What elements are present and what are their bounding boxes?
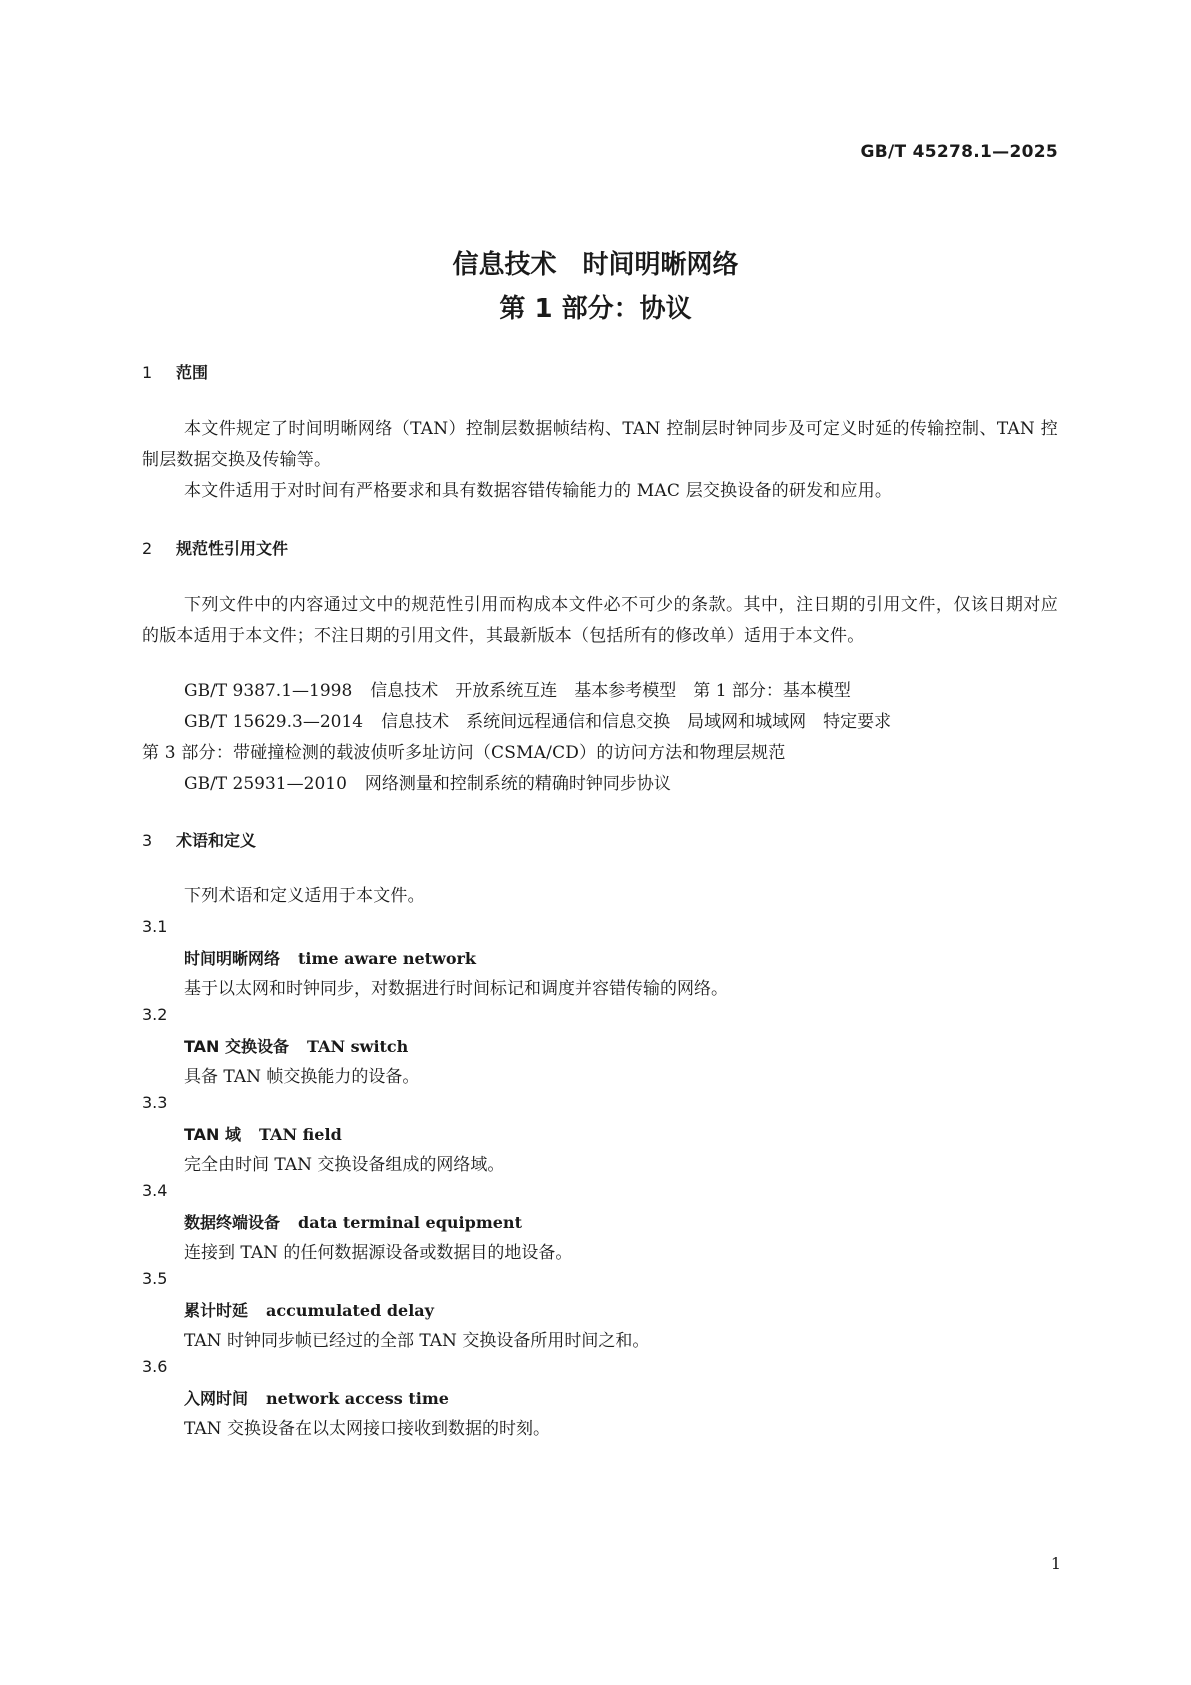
term-definition: 完全由时间 TAN 交换设备组成的网络域。 [184,1155,505,1175]
scope-paragraph-1: 本文件规定了时间明晰网络（TAN）控制层数据帧结构、TAN 控制层时钟同步及可定义时延的传输控制、TAN 控制层数据交换及传输等。 [142,419,1058,470]
term-chinese: 累计时延 [184,1301,249,1320]
term-name [142,1034,408,1057]
term-chinese: 时间明晰网络 [184,949,281,968]
term-chinese: TAN 域 [184,1125,242,1144]
references-intro-paragraph: 下列文件中的内容通过文中的规范性引用而构成本文件必不可少的条款。其中，注日期的引用文件，仅该日期对应的版本适用于本文件；不注日期的引用文件，其最新版本（包括所有的修改单）适用于本文件。 [142,595,1058,646]
section-number: 3 [142,831,153,850]
reference-title: 信息技术 系统间远程通信和信息交换 局域网和城域网 特定要求 [381,712,892,732]
term-definition: TAN 交换设备在以太网接口接收到数据的时刻。 [184,1419,550,1439]
reference-code: GB/T 9387.1—1998 [184,681,353,701]
term-definition: 连接到 TAN 的任何数据源设备或数据目的地设备。 [184,1243,573,1263]
reference-code: GB/T 25931—2010 [184,774,347,794]
term-english: TAN switch [307,1037,409,1056]
title-line-1: 信息技术 时间明晰网络 [452,250,739,280]
page-number: 1 [1050,1554,1061,1573]
terms-intro: 下列术语和定义适用于本文件。 [184,886,425,906]
term-number: 3.2 [142,1005,168,1024]
reference-code: GB/T 15629.3—2014 [184,712,364,732]
section-number: 2 [142,539,153,558]
term-definition: 具备 TAN 帧交换能力的设备。 [184,1067,420,1087]
term-number: 3.4 [142,1181,168,1200]
term-definition: 基于以太网和时钟同步，对数据进行时间标记和调度并容错传输的网络。 [184,979,728,999]
reference-item [142,676,851,707]
term-name [142,1386,449,1409]
section-heading-scope [142,360,208,383]
document-title [0,243,1191,331]
term-chinese: TAN 交换设备 [184,1037,290,1056]
term-number: 3.1 [142,917,168,936]
section-title: 术语和定义 [176,831,257,850]
standard-code: GB/T 45278.1—2025 [860,142,1058,162]
title-line-2: 第 1 部分：协议 [499,294,692,324]
term-name [142,1298,434,1321]
reference-title: 网络测量和控制系统的精确时钟同步协议 [364,774,671,794]
reference-title-continuation: 第 3 部分：带碰撞检测的载波侦听多址访问（CSMA/CD）的访问方法和物理层规范 [142,743,786,763]
reference-title: 信息技术 开放系统互连 基本参考模型 第 1 部分：基本模型 [370,681,851,701]
term-definition: TAN 时钟同步帧已经过的全部 TAN 交换设备所用时间之和。 [184,1331,650,1351]
term-english: accumulated delay [266,1301,434,1320]
section-title: 规范性引用文件 [176,539,289,558]
scope-paragraph-2: 本文件适用于对时间有严格要求和具有数据容错传输能力的 MAC 层交换设备的研发和应用。 [184,481,893,501]
term-name [142,1122,342,1145]
section-heading-normative-references [142,536,288,559]
section-title: 范围 [176,363,209,382]
term-name [142,1210,522,1233]
reference-item [142,707,891,738]
term-number: 3.6 [142,1357,168,1376]
term-chinese: 数据终端设备 [184,1213,281,1232]
reference-item [142,769,671,800]
term-number: 3.3 [142,1093,168,1112]
term-english: time aware network [298,949,477,968]
term-chinese: 入网时间 [184,1389,249,1408]
section-number: 1 [142,363,153,382]
term-number: 3.5 [142,1269,168,1288]
term-english: data terminal equipment [298,1213,522,1232]
term-english: network access time [266,1389,449,1408]
section-heading-terms-definitions [142,828,256,851]
term-english: TAN field [259,1125,342,1144]
term-name [142,946,476,969]
